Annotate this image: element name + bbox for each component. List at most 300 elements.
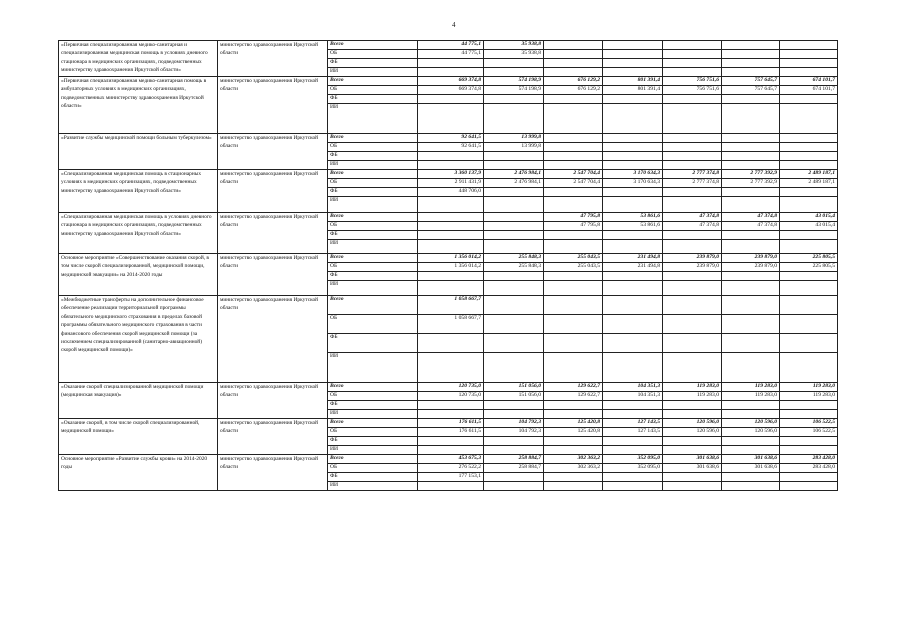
amount-cell [663,188,722,197]
amount-cell: 119 283,0 [663,383,722,392]
amount-cell [484,437,544,446]
amount-cell [663,272,722,281]
amount-cell [722,353,780,383]
program-name-cell: «Специализированная медицинская помощь в стационарных условиях в медицинских организациях, подведомственных министерству здравоохранения Иркутской области» [59,170,218,213]
source-code-cell: ИИ [328,353,418,383]
amount-cell: 301 638,6 [663,464,722,473]
amount-cell [544,315,603,334]
amount-cell [722,240,780,254]
program-name-cell: «Оказание скорой, в том числе скорой специализированной, медицинской помощи» [59,419,218,455]
amount-cell [663,446,722,455]
amount-cell [663,231,722,240]
table-row [59,254,838,263]
table-row [59,77,838,86]
amount-cell [418,353,484,383]
amount-cell [663,161,722,170]
amount-cell: 801 391,4 [603,77,663,86]
table-row [59,134,838,143]
amount-cell [663,482,722,491]
amount-cell [603,197,663,213]
amount-cell: 2 777 392,9 [722,170,780,179]
amount-cell [780,315,838,334]
table-row [59,41,838,50]
source-code-cell: ИИ [328,197,418,213]
amount-cell [484,222,544,231]
amount-cell [484,95,544,104]
amount-cell [418,482,484,491]
amount-cell: 47 795,8 [544,222,603,231]
table-row [59,296,838,315]
amount-cell [484,482,544,491]
amount-cell: 125 420,8 [544,419,603,428]
amount-cell [603,315,663,334]
source-code-cell: ФБ [328,152,418,161]
amount-cell [484,213,544,222]
source-code-cell: ФБ [328,272,418,281]
amount-cell: 276 522,2 [418,464,484,473]
amount-cell: 674 101,7 [780,77,838,86]
source-code-cell: Всего [328,213,418,222]
table-row [59,383,838,392]
program-name-cell: «Оказание скорой специализированной медицинской помощи (медицинская эвакуация)» [59,383,218,419]
amount-cell [484,410,544,419]
amount-cell: 127 143,5 [603,428,663,437]
amount-cell: 669 374,8 [418,86,484,95]
amount-cell: 47 374,8 [722,213,780,222]
amount-cell [484,240,544,254]
amount-cell [780,95,838,104]
executor-cell: министерство здравоохранения Иркутской области [218,419,328,455]
amount-cell [603,296,663,315]
amount-cell [484,197,544,213]
source-code-cell: ОБ [328,315,418,334]
amount-cell: 352 095,0 [603,455,663,464]
amount-cell [603,188,663,197]
amount-cell [603,334,663,353]
amount-cell: 44 775,1 [418,50,484,59]
amount-cell [603,353,663,383]
amount-cell [780,296,838,315]
amount-cell: 43 015,4 [780,213,838,222]
amount-cell [544,240,603,254]
amount-cell: 47 795,8 [544,213,603,222]
amount-cell [722,161,780,170]
amount-cell: 669 374,8 [418,77,484,86]
source-code-cell: Всего [328,41,418,50]
amount-cell [603,272,663,281]
amount-cell [722,410,780,419]
amount-cell [603,240,663,254]
amount-cell [722,315,780,334]
amount-cell: 151 056,0 [484,392,544,401]
source-code-cell: ФБ [328,401,418,410]
table-row [59,170,838,179]
amount-cell [544,50,603,59]
amount-cell: 35 938,8 [484,41,544,50]
amount-cell [418,231,484,240]
amount-cell [484,353,544,383]
source-code-cell: Всего [328,170,418,179]
amount-cell [663,134,722,143]
source-code-cell: ФБ [328,334,418,353]
amount-cell [544,68,603,77]
amount-cell [418,446,484,455]
amount-cell: 2 476 984,1 [484,170,544,179]
source-code-cell: ОБ [328,50,418,59]
amount-cell [418,437,484,446]
amount-cell [722,446,780,455]
amount-cell [544,143,603,152]
amount-cell [722,401,780,410]
amount-cell: 177 153,1 [418,473,484,482]
amount-cell [722,231,780,240]
amount-cell: 119 283,0 [722,392,780,401]
amount-cell [544,334,603,353]
page-number: 4 [452,21,456,29]
source-code-cell: ИИ [328,240,418,254]
amount-cell: 239 879,0 [722,254,780,263]
amount-cell [780,41,838,50]
amount-cell [663,95,722,104]
amount-cell [663,296,722,315]
amount-cell: 756 751,6 [663,77,722,86]
executor-cell: министерство здравоохранения Иркутской области [218,77,328,134]
source-code-cell: ОБ [328,86,418,95]
amount-cell [780,143,838,152]
amount-cell: 302 363,2 [544,464,603,473]
amount-cell: 674 101,7 [780,86,838,95]
amount-cell: 225 805,5 [780,263,838,272]
amount-cell: 2 911 431,9 [418,179,484,188]
amount-cell [484,446,544,455]
amount-cell [722,68,780,77]
amount-cell: 120 735,0 [418,383,484,392]
amount-cell [663,59,722,68]
amount-cell [603,473,663,482]
amount-cell: 301 638,6 [663,455,722,464]
source-code-cell: Всего [328,134,418,143]
source-code-cell: ИИ [328,68,418,77]
amount-cell [603,143,663,152]
amount-cell [663,104,722,134]
amount-cell [663,315,722,334]
amount-cell [663,240,722,254]
source-code-cell: ИИ [328,281,418,296]
amount-cell: 151 056,0 [484,383,544,392]
amount-cell [780,482,838,491]
executor-cell: министерство здравоохранения Иркутской области [218,134,328,170]
amount-cell: 231 494,8 [603,254,663,263]
amount-cell [722,41,780,50]
amount-cell [663,68,722,77]
amount-cell [544,272,603,281]
amount-cell [484,68,544,77]
amount-cell [603,437,663,446]
amount-cell [722,59,780,68]
source-code-cell: Всего [328,455,418,464]
amount-cell: 125 420,8 [544,428,603,437]
amount-cell: 239 879,0 [663,254,722,263]
amount-cell [603,50,663,59]
amount-cell [722,143,780,152]
amount-cell: 120 596,0 [722,419,780,428]
amount-cell [484,334,544,353]
executor-cell: министерство здравоохранения Иркутской области [218,455,328,491]
amount-cell: 129 622,7 [544,392,603,401]
source-code-cell: ОБ [328,179,418,188]
amount-cell [663,353,722,383]
amount-cell: 120 735,0 [418,392,484,401]
amount-cell [544,353,603,383]
amount-cell: 255 848,3 [484,263,544,272]
amount-cell: 239 879,0 [722,263,780,272]
amount-cell [780,437,838,446]
amount-cell [722,272,780,281]
amount-cell: 3 360 137,9 [418,170,484,179]
amount-cell: 676 129,2 [544,77,603,86]
amount-cell [603,59,663,68]
amount-cell: 104 792,3 [484,428,544,437]
amount-cell: 283 428,0 [780,455,838,464]
amount-cell: 127 143,5 [603,419,663,428]
amount-cell [418,272,484,281]
amount-cell [544,473,603,482]
source-code-cell: ИИ [328,446,418,455]
amount-cell [544,437,603,446]
amount-cell: 13 999,8 [484,143,544,152]
amount-cell [484,188,544,197]
source-code-cell: ФБ [328,437,418,446]
amount-cell [722,473,780,482]
source-code-cell: ОБ [328,464,418,473]
amount-cell [603,161,663,170]
amount-cell [780,50,838,59]
amount-cell [603,95,663,104]
amount-cell: 255 043,5 [544,263,603,272]
amount-cell: 106 522,5 [780,419,838,428]
program-name-cell: «Первичная специализированная медико-санитарная помощь в амбулаторных условиях в медицинских организациях, подведомственных министерству здравоохранения Иркутской области» [59,77,218,134]
amount-cell: 129 622,7 [544,383,603,392]
amount-cell [663,143,722,152]
amount-cell [780,59,838,68]
amount-cell [780,401,838,410]
amount-cell [722,152,780,161]
amount-cell [544,41,603,50]
amount-cell [663,401,722,410]
amount-cell [484,296,544,315]
amount-cell: 2 547 704,4 [544,170,603,179]
amount-cell [544,95,603,104]
amount-cell [544,446,603,455]
executor-cell: министерство здравоохранения Иркутской области [218,213,328,254]
amount-cell [603,152,663,161]
amount-cell [663,41,722,50]
amount-cell [544,281,603,296]
source-code-cell: ФБ [328,188,418,197]
table-row [59,213,838,222]
amount-cell: 3 170 634,3 [603,179,663,188]
source-code-cell: Всего [328,296,418,315]
amount-cell: 574 198,9 [484,77,544,86]
amount-cell [544,188,603,197]
amount-cell: 104 351,3 [603,383,663,392]
executor-cell: министерство здравоохранения Иркутской области [218,383,328,419]
amount-cell: 92 641,5 [418,134,484,143]
source-code-cell: ФБ [328,473,418,482]
amount-cell [780,104,838,134]
program-name-cell: Основное мероприятие «Развитие службы крови» на 2014-2020 годы [59,455,218,491]
amount-cell [663,50,722,59]
amount-cell [484,161,544,170]
amount-cell: 43 015,4 [780,222,838,231]
amount-cell [722,296,780,315]
amount-cell [544,104,603,134]
amount-cell: 47 374,8 [722,222,780,231]
amount-cell [484,104,544,134]
source-code-cell: ФБ [328,231,418,240]
amount-cell: 176 611,5 [418,428,484,437]
amount-cell: 1 356 014,2 [418,254,484,263]
table-row [59,455,838,464]
amount-cell [780,188,838,197]
amount-cell [484,281,544,296]
amount-cell: 2 777 374,8 [663,170,722,179]
amount-cell: 225 805,5 [780,254,838,263]
amount-cell [722,334,780,353]
amount-cell: 1 058 667,7 [418,296,484,315]
amount-cell [780,353,838,383]
amount-cell: 119 283,0 [663,392,722,401]
amount-cell [418,222,484,231]
amount-cell: 106 522,5 [780,428,838,437]
amount-cell [484,152,544,161]
amount-cell [418,104,484,134]
program-name-cell: Основное мероприятие «Совершенствование оказания скорой, в том числе скорой специализированной, медицинской помощи, медицинской эвакуации» на 2014-2020 годы [59,254,218,296]
amount-cell [603,281,663,296]
amount-cell [418,410,484,419]
amount-cell: 53 861,6 [603,222,663,231]
amount-cell [780,410,838,419]
amount-cell: 453 675,3 [418,455,484,464]
amount-cell: 47 374,8 [663,222,722,231]
amount-cell [603,104,663,134]
amount-cell [722,482,780,491]
amount-cell: 53 861,6 [603,213,663,222]
amount-cell: 1 058 667,7 [418,315,484,334]
amount-cell: 3 170 634,3 [603,170,663,179]
source-code-cell: ОБ [328,143,418,152]
amount-cell [663,152,722,161]
amount-cell: 301 638,6 [722,455,780,464]
amount-cell: 231 494,8 [603,263,663,272]
amount-cell [418,152,484,161]
executor-cell: министерство здравоохранения Иркутской области [218,296,328,383]
amount-cell: 574 198,9 [484,86,544,95]
amount-cell [780,68,838,77]
amount-cell: 1 356 014,2 [418,263,484,272]
amount-cell: 756 751,6 [663,86,722,95]
amount-cell [544,401,603,410]
amount-cell [722,50,780,59]
source-code-cell: ОБ [328,392,418,401]
amount-cell: 2 489 187,1 [780,170,838,179]
amount-cell [603,134,663,143]
amount-cell [418,59,484,68]
amount-cell [484,473,544,482]
program-name-cell: «Специализированная медицинская помощь в условиях дневного стационара в медицинских организациях, подведомственных министерству здравоохранения Иркутской области» [59,213,218,254]
amount-cell: 757 645,7 [722,77,780,86]
amount-cell [418,161,484,170]
source-code-cell: ИИ [328,161,418,170]
amount-cell: 35 938,8 [484,50,544,59]
amount-cell [544,296,603,315]
amount-cell [418,213,484,222]
amount-cell [603,68,663,77]
amount-cell [603,401,663,410]
amount-cell [418,401,484,410]
amount-cell: 302 363,2 [544,455,603,464]
source-code-cell: ФБ [328,95,418,104]
amount-cell: 258 884,7 [484,464,544,473]
amount-cell [544,410,603,419]
amount-cell [603,41,663,50]
amount-cell: 2 476 984,1 [484,179,544,188]
amount-cell [418,68,484,77]
amount-cell [544,134,603,143]
funding-table [58,40,838,491]
amount-cell: 2 547 704,4 [544,179,603,188]
amount-cell [780,197,838,213]
amount-cell [663,473,722,482]
amount-cell [544,482,603,491]
amount-cell [544,152,603,161]
amount-cell: 119 283,0 [722,383,780,392]
amount-cell [663,197,722,213]
amount-cell [484,231,544,240]
amount-cell: 352 095,0 [603,464,663,473]
amount-cell: 119 283,0 [780,383,838,392]
amount-cell [722,281,780,296]
program-name-cell: «Развитие службы медицинской помощи больным туберкулезом» [59,134,218,170]
amount-cell: 301 638,6 [722,464,780,473]
amount-cell [780,152,838,161]
amount-cell [544,161,603,170]
source-code-cell: ИИ [328,410,418,419]
amount-cell: 757 645,7 [722,86,780,95]
amount-cell [544,197,603,213]
amount-cell [484,59,544,68]
table-body [59,41,838,491]
amount-cell [780,281,838,296]
amount-cell [722,104,780,134]
amount-cell [722,134,780,143]
source-code-cell: ИИ [328,104,418,134]
amount-cell: 255 848,3 [484,254,544,263]
amount-cell [780,134,838,143]
amount-cell: 801 391,4 [603,86,663,95]
amount-cell: 120 596,0 [663,419,722,428]
amount-cell [484,315,544,334]
amount-cell: 448 706,0 [418,188,484,197]
amount-cell: 120 596,0 [722,428,780,437]
source-code-cell: Всего [328,77,418,86]
amount-cell: 13 999,8 [484,134,544,143]
executor-cell: министерство здравоохранения Иркутской области [218,254,328,296]
source-code-cell: ОБ [328,428,418,437]
source-code-cell: Всего [328,419,418,428]
amount-cell [484,272,544,281]
amount-cell [544,59,603,68]
